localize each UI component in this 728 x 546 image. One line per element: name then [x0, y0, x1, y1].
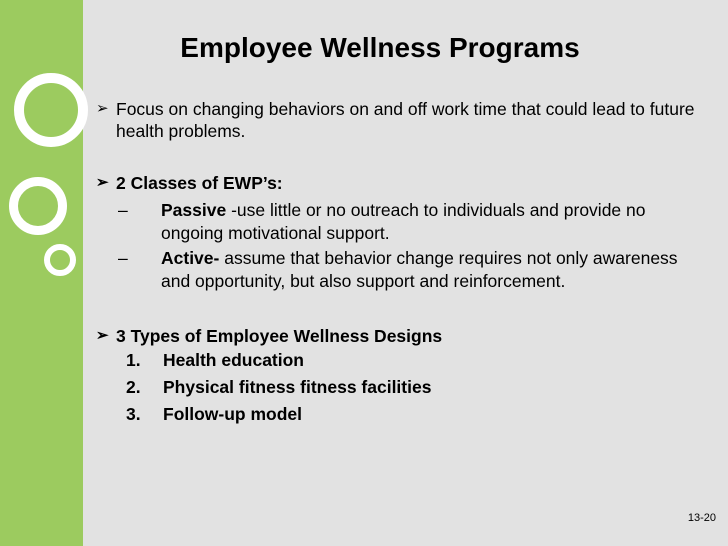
bullet-focus [96, 98, 696, 142]
class-item-passive [96, 199, 696, 245]
bullet-classes [96, 172, 696, 194]
item-number: 1. [126, 350, 141, 370]
circle-ring-icon [9, 177, 67, 235]
arrow-bullet-icon: ➢ [96, 174, 109, 191]
dash-marker: – [118, 200, 128, 220]
page-number: 13-20 [687, 512, 716, 524]
slide-title: Employee Wellness Programs [180, 32, 580, 63]
item-number: 2. [126, 377, 141, 397]
bullet-designs [96, 325, 696, 347]
class-term: Passive [161, 200, 227, 220]
design-item [96, 401, 696, 428]
design-item [96, 347, 696, 374]
class-description: -use little or no outreach to individuals and provide no ongoing motivational support. [161, 200, 646, 243]
dash-marker: – [118, 248, 128, 268]
bullet-text: Focus on changing behaviors on and off work time that could lead to future health problems. [116, 99, 695, 141]
arrow-bullet-icon: ➢ [96, 100, 109, 117]
item-number: 3. [126, 404, 141, 424]
circle-ring-icon [14, 73, 88, 147]
item-text: Health education [163, 350, 304, 370]
item-text: Follow-up model [163, 404, 303, 424]
bullet-text: 3 Types of Employee Wellness Designs [116, 326, 443, 346]
design-item [96, 374, 696, 401]
class-description: assume that behavior change requires not only awareness and opportunity, but also support and reinforcement. [161, 248, 678, 291]
arrow-bullet-icon: ➢ [96, 327, 109, 344]
item-text: Physical fitness fitness facilities [163, 377, 432, 397]
class-item-active [96, 247, 696, 293]
class-term: Active- [161, 248, 220, 268]
circle-ring-icon [44, 244, 76, 276]
slide-content [96, 98, 696, 428]
bullet-text: 2 Classes of EWP’s: [116, 173, 283, 193]
